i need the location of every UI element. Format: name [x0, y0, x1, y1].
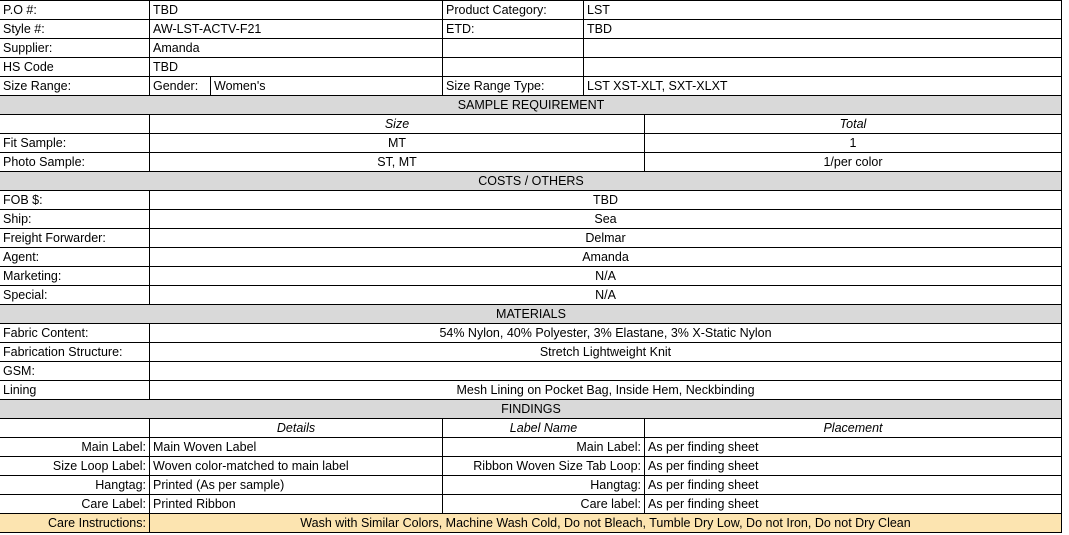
freight-forwarder-label: Freight Forwarder: — [3, 231, 106, 245]
po-value[interactable]: TBD — [153, 3, 178, 17]
fabric-content-label: Fabric Content: — [3, 326, 89, 340]
costs-title: COSTS / OTHERS — [478, 174, 584, 188]
gsm-value[interactable] — [150, 362, 1061, 381]
gender-value[interactable]: Women's — [214, 79, 266, 93]
fabrication-structure-value[interactable]: Stretch Lightweight Knit — [539, 345, 672, 359]
hangtag-label: Hangtag: — [95, 478, 146, 492]
hangtag-details[interactable]: Printed (As per sample) — [153, 478, 285, 492]
agent-value[interactable]: Amanda — [582, 250, 629, 264]
fabric-content-value[interactable]: 54% Nylon, 40% Polyester, 3% Elastane, 3% X-Static Nylon — [439, 326, 772, 340]
photo-sample-size[interactable]: ST, MT — [377, 155, 417, 169]
special-label: Special: — [3, 288, 48, 302]
size-range-type-value[interactable]: LST XST-XLT, SXT-XLXT — [587, 79, 728, 93]
size-range-label: Size Range: — [3, 79, 72, 93]
sample-size-header: Size — [384, 117, 410, 131]
findings-details-header: Details — [276, 421, 316, 435]
marketing-label: Marketing: — [3, 269, 62, 283]
photo-sample-total[interactable]: 1/per color — [823, 155, 883, 169]
main-label-details[interactable]: Main Woven Label — [153, 440, 257, 454]
hs-code-value[interactable]: TBD — [153, 60, 178, 74]
category-label: Product Category: — [446, 3, 547, 17]
care-instructions-value[interactable]: Wash with Similar Colors, Machine Wash Cold, Do not Bleach, Tumble Dry Low, Do not Iron, Do not Dry Clean — [300, 516, 911, 530]
po-label: P.O #: — [3, 3, 37, 17]
lining-label: Lining — [3, 383, 37, 397]
findings-placement-header: Placement — [823, 421, 883, 435]
care-instructions-label: Care Instructions: — [48, 516, 146, 530]
fob-value[interactable]: TBD — [593, 193, 618, 207]
sample-requirement-title: SAMPLE REQUIREMENT — [457, 98, 605, 112]
fit-sample-total[interactable]: 1 — [849, 136, 857, 150]
fabrication-structure-label: Fabrication Structure: — [3, 345, 123, 359]
main-label-label: Main Label: — [81, 440, 146, 454]
supplier-label: Supplier: — [3, 41, 53, 55]
size-loop-label-details[interactable]: Woven color-matched to main label — [153, 459, 349, 473]
size-loop-label-placement[interactable]: As per finding sheet — [648, 459, 759, 473]
size-loop-label-name[interactable]: Ribbon Woven Size Tab Loop: — [473, 459, 641, 473]
special-value[interactable]: N/A — [595, 288, 616, 302]
freight-forwarder-value[interactable]: Delmar — [585, 231, 626, 245]
hangtag-placement[interactable]: As per finding sheet — [648, 478, 759, 492]
findings-title: FINDINGS — [501, 402, 561, 416]
care-label-label: Care Label: — [81, 497, 146, 511]
main-label-name[interactable]: Main Label: — [576, 440, 641, 454]
findings-label-name-header: Label Name — [509, 421, 578, 435]
agent-label: Agent: — [3, 250, 40, 264]
supplier-value[interactable]: Amanda — [153, 41, 200, 55]
care-label-details[interactable]: Printed Ribbon — [153, 497, 236, 511]
sample-total-header: Total — [839, 117, 867, 131]
gsm-label: GSM: — [3, 364, 35, 378]
hs-code-label: HS Code — [3, 60, 54, 74]
fob-label: FOB $: — [3, 193, 43, 207]
care-label-name[interactable]: Care label: — [580, 497, 641, 511]
fit-sample-label: Fit Sample: — [3, 136, 67, 150]
size-range-type-label: Size Range Type: — [446, 79, 545, 93]
hangtag-name[interactable]: Hangtag: — [590, 478, 641, 492]
main-label-placement[interactable]: As per finding sheet — [648, 440, 759, 454]
lining-value[interactable]: Mesh Lining on Pocket Bag, Inside Hem, Neckbinding — [456, 383, 755, 397]
style-value[interactable]: AW-LST-ACTV-F21 — [153, 22, 262, 36]
ship-value[interactable]: Sea — [594, 212, 617, 226]
care-label-placement[interactable]: As per finding sheet — [648, 497, 759, 511]
category-value[interactable]: LST — [587, 3, 610, 17]
etd-value[interactable]: TBD — [587, 22, 612, 36]
size-loop-label-label: Size Loop Label: — [52, 459, 146, 473]
fit-sample-size[interactable]: MT — [387, 136, 407, 150]
etd-label: ETD: — [446, 22, 475, 36]
marketing-value[interactable]: N/A — [595, 269, 616, 283]
ship-label: Ship: — [3, 212, 32, 226]
gender-label: Gender: — [153, 79, 199, 93]
photo-sample-label: Photo Sample: — [3, 155, 85, 169]
materials-title: MATERIALS — [496, 307, 566, 321]
style-label: Style #: — [3, 22, 45, 36]
grid-line — [1061, 0, 1062, 533]
